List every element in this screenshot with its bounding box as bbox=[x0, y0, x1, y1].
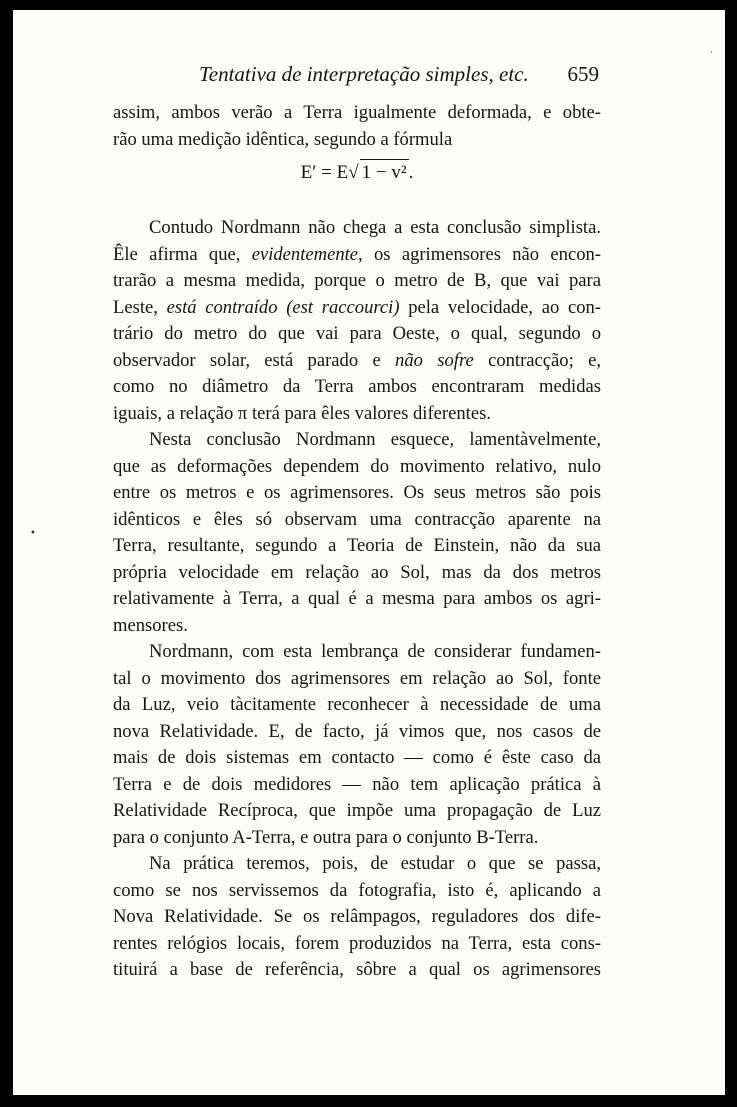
text-segment: pela velocidade, ao con- bbox=[399, 296, 601, 318]
italic-text: evidentemente, bbox=[251, 243, 363, 265]
text-line: como no diâmetro da Terra ambos encontraram medidas bbox=[113, 376, 601, 397]
text-line: Na prática teremos, pois, de estudar o que se passa, bbox=[149, 853, 601, 874]
formula bbox=[113, 153, 601, 203]
text-line: Nesta conclusão Nordmann esquece, lamentàvelmente, bbox=[149, 429, 601, 450]
running-title: Tentativa de interpretação simples, etc. bbox=[199, 62, 529, 86]
text-line: tituirá a base de referência, sôbre a qual os agrimensores bbox=[113, 959, 601, 980]
text-line: idênticos e êles só observam uma contracção aparente na bbox=[113, 508, 601, 530]
text-line: Nova Relatividade. Se os relâmpagos, reguladores dos dife- bbox=[113, 906, 601, 927]
text-line: iguais, a relação π terá para êles valores diferentes. bbox=[113, 402, 491, 424]
radical-sign: √ bbox=[348, 162, 359, 183]
body-text bbox=[113, 100, 601, 984]
book-page bbox=[13, 10, 725, 1095]
text-line: entre os metros e os agrimensores. Os seus metros são pois bbox=[113, 482, 601, 503]
formula-radicand: 1 − v² bbox=[360, 159, 409, 187]
text-segment: os agrimensores não encon- bbox=[362, 243, 601, 265]
text-line: que as deformações dependem do movimento relativo, nulo bbox=[113, 455, 601, 477]
text-line: trarão a mesma medida, porque o metro de B, que vai para bbox=[113, 270, 601, 291]
text-line: trário do metro do que vai para Oeste, o qual, segundo o bbox=[113, 323, 601, 344]
corner-mark: · bbox=[710, 48, 713, 58]
text-line: rentes relógios locais, forem produzidos na Terra, esta cons- bbox=[113, 932, 601, 954]
page-header bbox=[113, 62, 613, 92]
page-number: 659 bbox=[567, 62, 599, 86]
formula-lhs: E′ = E bbox=[300, 162, 349, 183]
italic-text: está contraído (est raccourci) bbox=[166, 296, 400, 318]
text-line bbox=[113, 348, 601, 375]
text-segment: observador solar, está parado e bbox=[113, 349, 396, 371]
text-line: Terra e de dois medidores — não tem aplicação prática à bbox=[113, 773, 601, 795]
text-line: tal o movimento dos agrimensores em relação ao Sol, fonte bbox=[113, 667, 601, 689]
text-line: mensores. bbox=[113, 614, 188, 636]
text-line: rão uma medição idêntica, segundo a fórmula bbox=[113, 128, 453, 150]
text-line: para o conjunto A-Terra, e outra para o conjunto B-Terra. bbox=[113, 826, 539, 848]
text-line: assim, ambos verão a Terra igualmente deformada, e obte- bbox=[113, 102, 601, 123]
text-line: Terra, resultante, segundo a Teoria de Einstein, não da sua bbox=[113, 535, 601, 556]
italic-text: não sofre bbox=[395, 349, 474, 371]
text-line: Contudo Nordmann não chega a esta conclusão simplista. bbox=[149, 217, 601, 238]
text-segment: contracção; e, bbox=[473, 349, 601, 371]
text-line: relativamente à Terra, a qual é a mesma para ambos os agri- bbox=[113, 588, 601, 609]
text-line: da Luz, veio tàcitamente reconhecer à necessidade de uma bbox=[113, 694, 601, 715]
formula-end: . bbox=[408, 162, 414, 183]
text-line: como se nos servissemos da fotografia, isto é, aplicando a bbox=[113, 879, 601, 901]
text-line: mais de dois sistemas em contacto — como é êste caso da bbox=[113, 747, 601, 768]
text-line bbox=[113, 242, 601, 269]
text-line: Relatividade Recíproca, que impõe uma propagação de Luz bbox=[113, 800, 601, 821]
text-segment: Leste, bbox=[113, 296, 167, 318]
text-line bbox=[113, 295, 601, 322]
text-line: Nordmann, com esta lembrança de considerar fundamen- bbox=[149, 641, 601, 662]
text-segment: Êle afirma que, bbox=[113, 243, 252, 265]
text-line: própria velocidade em relação ao Sol, mas da dos metros bbox=[113, 561, 601, 583]
margin-dot: • bbox=[30, 528, 36, 539]
text-line: nova Relatividade. E, de facto, já vimos que, nos casos de bbox=[113, 720, 601, 742]
